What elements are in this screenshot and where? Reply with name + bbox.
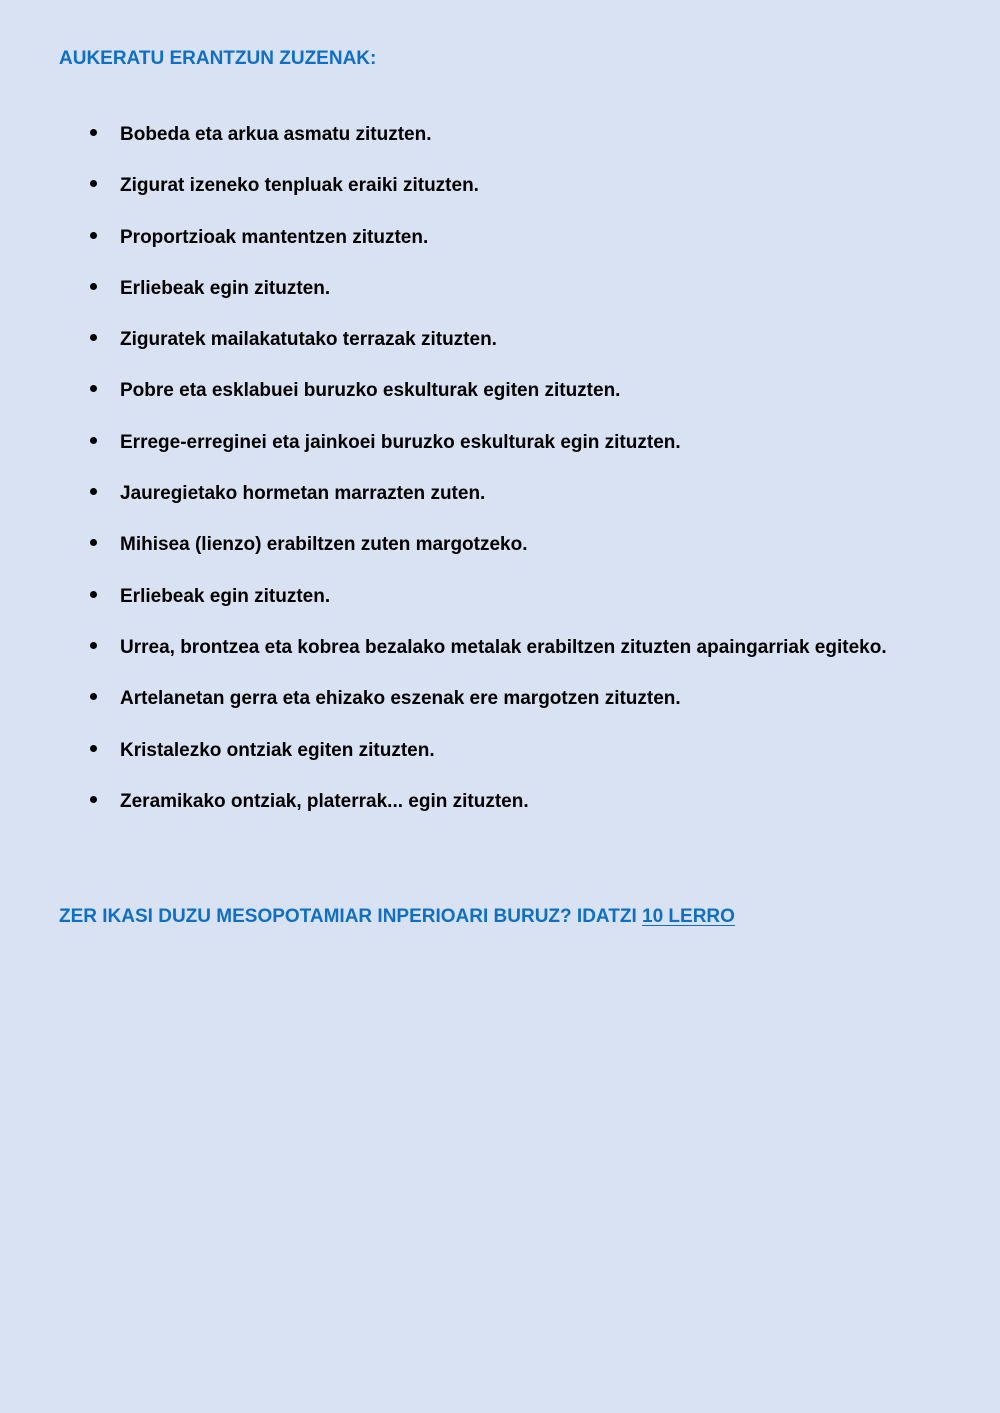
- statement-text: Urrea, brontzea eta kobrea bezalako metalak erabiltzen zituzten apaingarriak egiteko.: [120, 636, 887, 658]
- statement-text: Kristalezko ontziak egiten zituzten.: [120, 739, 435, 761]
- bullet-icon: [90, 129, 97, 136]
- write-prompt-text: ZER IKASI DUZU MESOPOTAMIAR INPERIOARI BURUZ? IDATZI: [59, 906, 643, 927]
- bullet-icon: [90, 385, 97, 392]
- bullet-icon: [90, 693, 97, 700]
- bullet-icon: [90, 745, 97, 752]
- section-heading-choose: AUKERATU ERANTZUN ZUZENAK:: [59, 48, 377, 69]
- statement-text: Mihisea (lienzo) erabiltzen zuten margotzeko.: [120, 534, 528, 556]
- bullet-icon: [90, 334, 97, 341]
- ten-lines-link[interactable]: 10 LERRO: [642, 906, 735, 927]
- statement-text: Errege-erreginei eta jainkoei buruzko eskulturak egin zituzten.: [120, 431, 681, 453]
- statement-text: Proportzioak mantentzen zituzten.: [120, 226, 429, 248]
- statement-text: Ziguratek mailakatutako terrazak zituzten.: [120, 329, 497, 351]
- bullet-icon: [90, 539, 97, 546]
- bullet-icon: [90, 796, 97, 803]
- bullet-icon: [90, 232, 97, 239]
- statement-text: Artelanetan gerra eta ehizako eszenak ere margotzen zituzten.: [120, 688, 681, 710]
- bullet-icon: [90, 591, 97, 598]
- bullet-icon: [90, 283, 97, 290]
- statement-text: Erliebeak egin zituzten.: [120, 585, 331, 607]
- statement-text: Jauregietako hormetan marrazten zuten.: [120, 483, 486, 505]
- statement-text: Zigurat izeneko tenpluak eraiki zituzten.: [120, 175, 479, 197]
- section-heading-write: [59, 906, 735, 928]
- statement-text: Zeramikako ontziak, platerrak... egin zituzten.: [120, 790, 529, 812]
- bullet-icon: [90, 180, 97, 187]
- bullet-icon: [90, 437, 97, 444]
- bullet-icon: [90, 488, 97, 495]
- statement-text: Erliebeak egin zituzten.: [120, 277, 331, 299]
- statement-text: Pobre eta esklabuei buruzko eskulturak egiten zituzten.: [120, 380, 621, 402]
- bullet-icon: [90, 642, 97, 649]
- statement-text: Bobeda eta arkua asmatu zituzten.: [120, 124, 432, 145]
